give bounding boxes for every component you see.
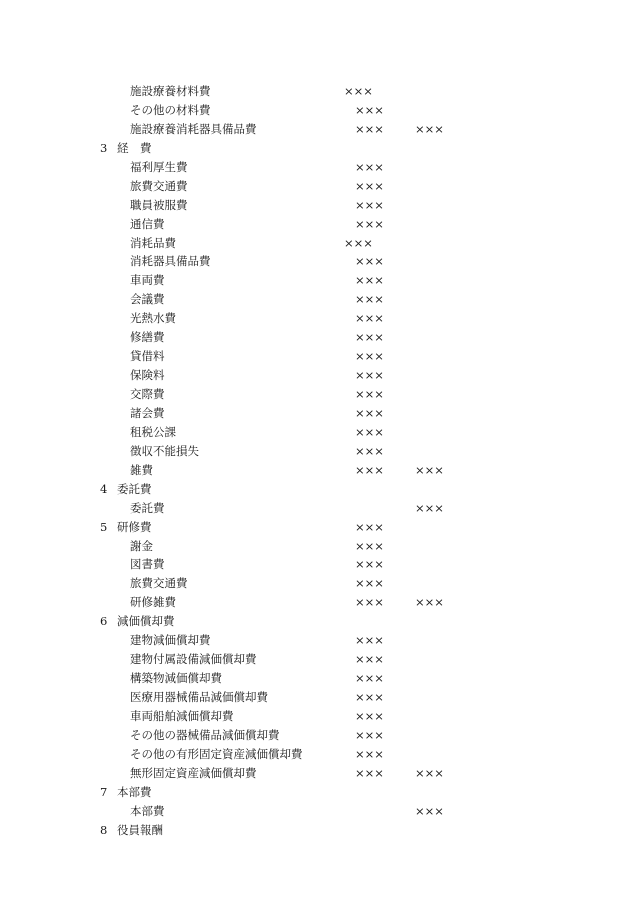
subtotal-value: ××× xyxy=(415,462,444,477)
subtotal-value: ××× xyxy=(415,595,444,610)
item-row xyxy=(0,537,630,556)
subtotal-value: ××× xyxy=(415,803,444,818)
item-label: 研修雑費 xyxy=(130,595,176,610)
item-row xyxy=(0,196,630,215)
section-row xyxy=(0,518,630,537)
item-row xyxy=(0,385,630,404)
amount-value: ××× xyxy=(355,708,384,723)
expense-statement xyxy=(0,82,630,840)
amount-value: ××× xyxy=(355,652,384,667)
amount-value: ××× xyxy=(355,765,384,780)
item-label: その他の材料費 xyxy=(130,102,211,117)
item-label: 謝金 xyxy=(130,538,153,553)
item-row xyxy=(0,347,630,366)
item-label: 会議費 xyxy=(130,292,165,307)
amount-value: ××× xyxy=(355,633,384,648)
item-label: 本部費 xyxy=(130,803,165,818)
amount-value: ××× xyxy=(355,121,384,136)
section-row xyxy=(0,821,630,840)
amount-value: ××× xyxy=(355,671,384,686)
item-label: 修繕費 xyxy=(130,330,165,345)
item-label: 図書費 xyxy=(130,557,165,572)
item-row xyxy=(0,726,630,745)
subtotal-value: ××× xyxy=(415,765,444,780)
section-label: 役員報酬 xyxy=(117,822,163,837)
item-label: 旅費交通費 xyxy=(130,178,188,193)
item-row xyxy=(0,328,630,347)
amount-value: ××× xyxy=(355,368,384,383)
item-row xyxy=(0,82,630,101)
item-label: 車両船舶減価償却費 xyxy=(130,708,234,723)
item-row xyxy=(0,101,630,120)
item-label: 徴収不能損失 xyxy=(130,443,199,458)
amount-value: ××× xyxy=(355,443,384,458)
item-label: 消耗器具備品費 xyxy=(130,254,211,269)
subtotal-value: ××× xyxy=(415,500,444,515)
item-row xyxy=(0,764,630,783)
item-row xyxy=(0,461,630,480)
item-label: 租税公課 xyxy=(130,424,176,439)
item-label: 保険料 xyxy=(130,368,165,383)
item-label: 構築物減価償却費 xyxy=(130,671,222,686)
section-number: 4 xyxy=(100,481,108,496)
amount-value: ××× xyxy=(355,254,384,269)
amount-value: ××× xyxy=(355,330,384,345)
item-row xyxy=(0,631,630,650)
amount-value: ××× xyxy=(355,216,384,231)
amount-value: ××× xyxy=(355,462,384,477)
item-row xyxy=(0,650,630,669)
item-label: 光熱水費 xyxy=(130,311,176,326)
item-row xyxy=(0,707,630,726)
item-label: 医療用器械備品減価償却費 xyxy=(130,690,268,704)
amount-value: ××× xyxy=(355,538,384,553)
amount-value: ××× xyxy=(355,595,384,610)
item-row xyxy=(0,555,630,574)
item-row xyxy=(0,593,630,612)
item-row xyxy=(0,574,630,593)
amount-value: ××× xyxy=(355,159,384,174)
section-number: 8 xyxy=(100,822,108,837)
section-label: 研修費 xyxy=(117,519,152,534)
amount-value: ××× xyxy=(355,557,384,572)
item-label: 貸借料 xyxy=(130,349,165,364)
subtotal-value: ××× xyxy=(415,121,444,136)
item-row xyxy=(0,234,630,253)
amount-value: ××× xyxy=(355,311,384,326)
amount-value: ××× xyxy=(355,424,384,439)
item-label: 旅費交通費 xyxy=(130,576,188,591)
section-label: 委託費 xyxy=(117,481,152,496)
section-number: 7 xyxy=(100,784,108,799)
amount-value: ××× xyxy=(355,273,384,288)
item-row xyxy=(0,120,630,139)
item-label: 施設療養消耗器具備品費 xyxy=(130,121,257,136)
item-row xyxy=(0,688,630,707)
amount-value: ××× xyxy=(344,84,373,98)
item-label: 委託費 xyxy=(130,500,165,515)
item-label: 職員被服費 xyxy=(130,197,188,212)
section-row xyxy=(0,480,630,499)
amount-value: ××× xyxy=(355,292,384,307)
amount-value: ××× xyxy=(355,690,384,704)
item-label: その他の器械備品減価償却費 xyxy=(130,727,280,742)
item-row xyxy=(0,271,630,290)
item-label: 消耗品費 xyxy=(130,235,176,250)
item-label: 建物付属設備減価償却費 xyxy=(130,652,257,667)
amount-value: ××× xyxy=(355,727,384,742)
section-row xyxy=(0,612,630,631)
item-row xyxy=(0,499,630,518)
amount-value: ××× xyxy=(355,349,384,364)
amount-value: ××× xyxy=(355,405,384,420)
item-row xyxy=(0,215,630,234)
item-row xyxy=(0,177,630,196)
amount-value: ××× xyxy=(355,197,384,212)
item-label: 通信費 xyxy=(130,216,165,231)
item-label: 雑費 xyxy=(130,462,153,477)
item-row xyxy=(0,802,630,821)
item-row xyxy=(0,423,630,442)
item-row xyxy=(0,366,630,385)
item-row xyxy=(0,158,630,177)
section-label: 本部費 xyxy=(117,784,152,799)
amount-value: ××× xyxy=(355,102,384,117)
section-row xyxy=(0,783,630,802)
item-label: 施設療養材料費 xyxy=(130,84,211,98)
item-label: 無形固定資産減価償却費 xyxy=(130,765,257,780)
section-number: 5 xyxy=(100,519,108,534)
item-row xyxy=(0,252,630,271)
section-label: 経 費 xyxy=(117,140,152,155)
item-row xyxy=(0,669,630,688)
amount-value: ××× xyxy=(355,387,384,401)
amount-value: ××× xyxy=(344,235,373,250)
amount-value: ××× xyxy=(355,746,384,761)
item-label: 福利厚生費 xyxy=(130,159,188,174)
section-row xyxy=(0,139,630,158)
item-label: 建物減価償却費 xyxy=(130,633,211,648)
amount-value: ××× xyxy=(355,178,384,193)
item-label: 交際費 xyxy=(130,387,165,401)
item-row xyxy=(0,309,630,328)
amount-value: ××× xyxy=(355,576,384,591)
item-row xyxy=(0,442,630,461)
amount-value: ××× xyxy=(355,519,384,534)
item-label: 諸会費 xyxy=(130,405,165,420)
section-number: 3 xyxy=(100,140,108,155)
item-row xyxy=(0,404,630,423)
item-row xyxy=(0,745,630,764)
section-number: 6 xyxy=(100,614,108,629)
item-label: その他の有形固定資産減価償却費 xyxy=(130,746,303,761)
section-label: 減価償却費 xyxy=(117,614,175,629)
item-label: 車両費 xyxy=(130,273,165,288)
item-row xyxy=(0,290,630,309)
